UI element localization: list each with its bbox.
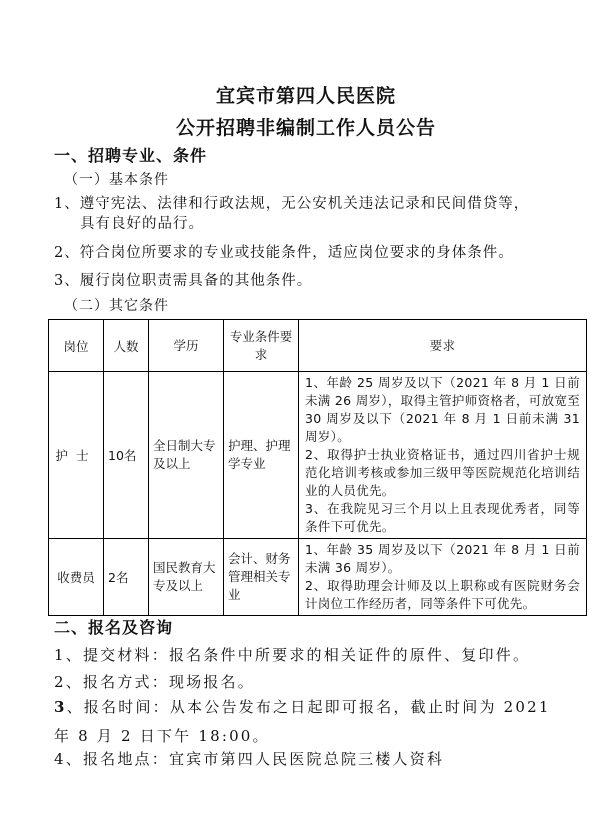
section2-heading: 二、报名及咨询 <box>54 618 174 637</box>
row1-requirement-2: 2、取得护士执业资格证书，通过四川省护士规范化培训考核或参加三级甲等医院规范化培训结业的人员优先。 <box>305 447 580 498</box>
row1-requirements <box>299 372 587 539</box>
row1-count: 10名 <box>104 372 149 539</box>
header-requirements: 要求 <box>299 320 587 372</box>
row2-requirements <box>299 539 587 616</box>
requirements-table <box>48 319 587 616</box>
registration-item-3-number: 3 <box>54 698 67 716</box>
row2-requirement-2: 2、取得助理会计师及以上职称或有医院财务会计岗位工作经历者，同等条件下可优先。 <box>305 578 580 611</box>
row2-requirement-1: 1、年龄 35 周岁及以下（2021 年 8 月 1 日前未满 36 周岁）。 <box>305 542 580 575</box>
basic-conditions-heading: （一）基本条件 <box>64 172 169 188</box>
header-education: 学历 <box>149 320 224 372</box>
registration-item-2: 2、报名方式：现场报名。 <box>54 673 255 691</box>
registration-item-3 <box>54 693 574 751</box>
row2-major: 会计、财务管理相关专业 <box>224 539 299 616</box>
row1-education: 全日制大专及以上 <box>149 372 224 539</box>
row2-education: 国民教育大专及以上 <box>149 539 224 616</box>
header-major: 专业条件要求 <box>224 320 299 372</box>
row2-post: 收费员 <box>49 539 104 616</box>
table-header-row <box>49 320 587 372</box>
basic-condition-item-1 <box>54 194 564 234</box>
header-post: 岗位 <box>49 320 104 372</box>
row1-requirement-1: 1、年龄 25 周岁及以下（2021 年 8 月 1 日前未满 26 周岁），取得主管护师资格者，可放宽至 30 周岁及以下（2021 年 8 月 1 日前未满 31 周岁）。 <box>305 375 580 444</box>
section1-heading: 一、招聘专业、条件 <box>54 146 208 165</box>
other-conditions-heading: （二）其它条件 <box>64 298 169 314</box>
registration-item-4: 4、报名地点：宜宾市第四人民医院总院三楼人资科 <box>54 750 445 768</box>
document-title-line1: 宜宾市第四人民医院 <box>215 85 396 107</box>
basic-condition-item-1-line1: 1、遵守宪法、法律和行政法规，无公安机关违法记录和民间借贷等， <box>54 196 530 212</box>
table-row <box>49 539 587 616</box>
table-row <box>49 372 587 539</box>
registration-item-1: 1、提交材料：报名条件中所要求的相关证件的原件、复印件。 <box>54 646 531 664</box>
basic-condition-item-1-line2: 具有良好的品行。 <box>80 216 204 232</box>
basic-condition-item-2: 2、符合岗位所要求的专业或技能条件，适应岗位要求的身体条件。 <box>54 245 514 261</box>
document-title-line2: 公开招聘非编制工作人员公告 <box>175 117 436 139</box>
registration-item-3-text: 、报名时间：从本公告发布之日起即可报名，截止时间为 2021 年 8 月 2 日下午 18:00。 <box>54 698 551 745</box>
row1-requirement-3: 3、在我院见习三个月以上且表现优秀者，同等条件下可优先。 <box>305 501 580 534</box>
header-count: 人数 <box>104 320 149 372</box>
basic-condition-item-3: 3、履行岗位职责需具备的其他条件。 <box>54 273 313 289</box>
row1-post: 护士 <box>49 372 104 539</box>
row2-count: 2名 <box>104 539 149 616</box>
row1-major: 护理、护理学专业 <box>224 372 299 539</box>
